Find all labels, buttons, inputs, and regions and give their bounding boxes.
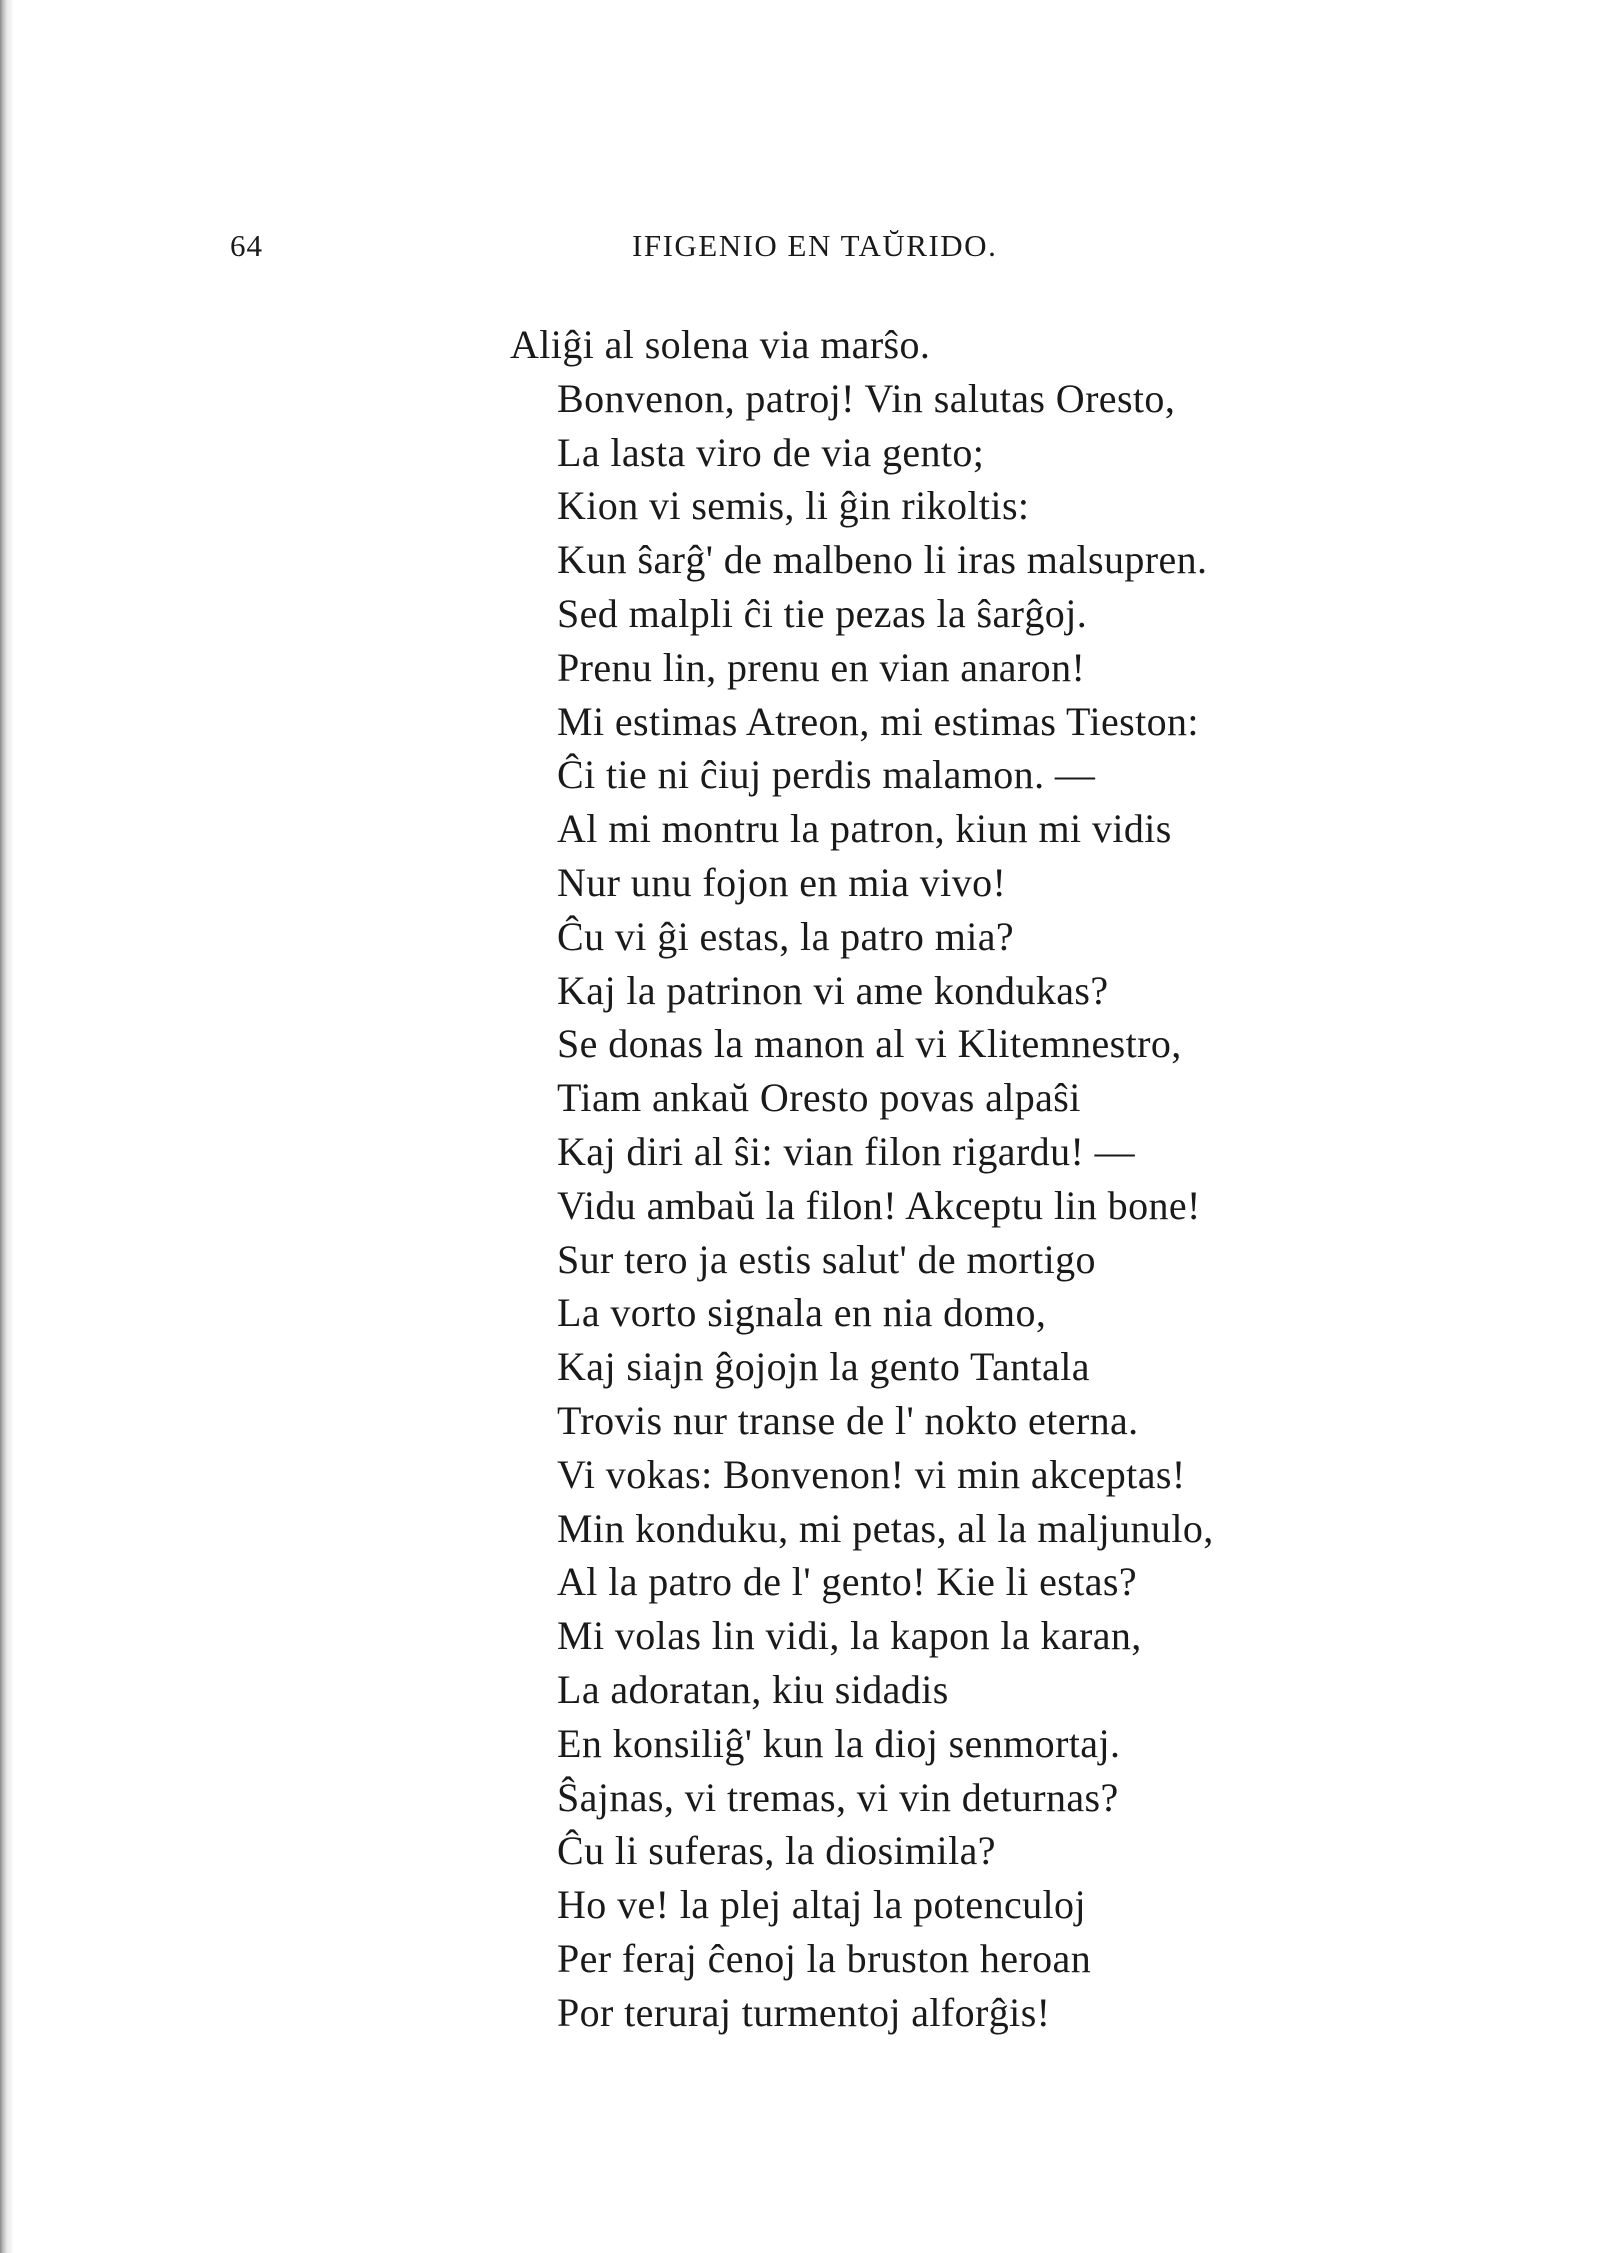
verse-line: La lasta viro de via gento; bbox=[557, 429, 985, 475]
verse-line: Al mi montru la patron, kiun mi vidis bbox=[557, 806, 1172, 852]
verse-line: Prenu lin, prenu en vian anaron! bbox=[557, 644, 1086, 690]
verse-line: Kaj siajn ĝojojn la gento Tantala bbox=[557, 1344, 1090, 1390]
verse-line: Vi vokas: Bonvenon! vi min akceptas! bbox=[557, 1451, 1186, 1497]
verse-line: Mi estimas Atreon, mi estimas Tieston: bbox=[557, 698, 1199, 744]
verse-line: Ĉi tie ni ĉiuj perdis malamon. — bbox=[557, 752, 1096, 798]
verse-line: Mi volas lin vidi, la kapon la karan, bbox=[557, 1613, 1142, 1659]
verse-line: Kaj diri al ŝi: vian filon rigardu! — bbox=[557, 1128, 1136, 1174]
running-title: IFIGENIO EN TAŬRIDO. bbox=[632, 228, 998, 263]
verse-line: Kion vi semis, li ĝin rikoltis: bbox=[557, 483, 1030, 529]
page-header bbox=[0, 228, 1601, 288]
verse-line: Aliĝi al solena via marŝo. bbox=[510, 322, 931, 367]
verse-line: La adoratan, kiu sidadis bbox=[557, 1666, 949, 1712]
page-number: 64 bbox=[230, 228, 263, 263]
verse-line: Min konduku, mi petas, al la maljunulo, bbox=[557, 1505, 1214, 1551]
verse-line: Por teruraj turmentoj alforĝis! bbox=[557, 1989, 1051, 2035]
verse-line: Trovis nur transe de l' nokto eterna. bbox=[557, 1397, 1139, 1443]
verse-line: Nur unu fojon en mia vivo! bbox=[557, 859, 1007, 905]
verse-line: Sed malpli ĉi tie pezas la ŝarĝoj. bbox=[557, 590, 1088, 636]
verse-line: Per feraj ĉenoj la bruston heroan bbox=[557, 1935, 1092, 1981]
verse-line: Ŝajnas, vi tremas, vi vin deturnas? bbox=[557, 1774, 1119, 1820]
verse-line: Ĉu vi ĝi estas, la patro mia? bbox=[557, 913, 1015, 959]
verse-line: Ĉu li suferas, la diosimila? bbox=[557, 1828, 996, 1874]
verse-line: Al la patro de l' gento! Kie li estas? bbox=[557, 1559, 1138, 1605]
verse-line: Ho ve! la plej altaj la potenculoj bbox=[557, 1882, 1086, 1928]
verse-line: Se donas la manon al vi Klitemnestro, bbox=[557, 1021, 1182, 1067]
verse-block bbox=[0, 318, 1601, 2040]
verse-line: Vidu ambaŭ la filon! Akceptu lin bone! bbox=[557, 1182, 1201, 1228]
verse-line: Sur tero ja estis salut' de mortigo bbox=[557, 1236, 1096, 1282]
verse-line: Bonvenon, patroj! Vin salutas Oresto, bbox=[557, 375, 1176, 421]
verse-line: En konsiliĝ' kun la dioj senmortaj. bbox=[557, 1720, 1121, 1766]
verse-line: Tiam ankaŭ Oresto povas alpaŝi bbox=[557, 1075, 1081, 1121]
verse-line: La vorto signala en nia domo, bbox=[557, 1290, 1047, 1336]
verse-line: Kun ŝarĝ' de malbeno li iras malsupren. bbox=[557, 537, 1208, 583]
verse-line: Kaj la patrinon vi ame kondukas? bbox=[557, 967, 1109, 1013]
